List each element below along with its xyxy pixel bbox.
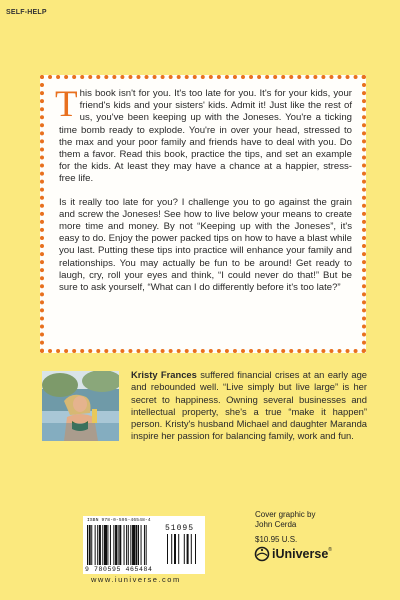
author-name: Kristy Frances <box>131 369 197 380</box>
registered-mark: ® <box>328 547 332 553</box>
publisher-logo <box>254 546 332 562</box>
cover-credit-line-1: Cover graphic by <box>255 510 316 519</box>
publisher-name <box>272 547 332 561</box>
author-bio <box>131 369 367 443</box>
author-photo <box>42 371 119 441</box>
barcode <box>83 516 205 574</box>
back-cover-blurb <box>40 75 366 353</box>
barcode-digits: 9 780595 465484 <box>85 566 153 573</box>
blurb-paragraph-2: Is it really too late for you? I challenge you to go against the grain and screw the Joneses! See how to live below your means to create more time and money. By not “Keeping up with the Joneses”, it's easy to do. Enjoy the power packed tips on how to have a blast while you last. Putting these tips into practice will enhance your family and relationships. You may actually be fun to be around! Get ready to laugh, cry, roll your eyes and think, “I could never do that!” But be sure to ask yourself, “What can I do differently before it's too late?” <box>59 196 352 294</box>
price-code: 51095 <box>165 524 195 533</box>
publisher-website[interactable]: www.iuniverse.com <box>91 575 181 584</box>
cover-credit-line-2: John Cerda <box>255 520 297 529</box>
author-photo-image <box>42 371 119 441</box>
blurb-paragraph-1-text: his book isn't for you. It's too late for you. It's for your kids, your friend's kids and your sisters' kids. Admit it! Just like the rest of us, you've been keeping up with the Joneses. You're a ticking time bomb ready to explode. You're in over your head, stressed to the max and your poor family and friends have to deal with you. Do them a favor. Read this book, practice the tips, and set an example for the kids. At least they may have a chance at a happier, stress-free life. <box>59 88 352 185</box>
isbn-label: ISBN 978-0-595-46548-4 <box>87 518 151 523</box>
price: $10.95 U.S. <box>255 535 298 544</box>
author-bio-text: suffered financial crises at an early age and rebounded well. “Live simply but live large” is her secret to happiness. Owning several businesses and intellectual property, she's a true “make it happen” person. Kristy's husband Michael and daughter Maranda inspire her passion for balancing family, work and fun. <box>131 369 367 442</box>
category-label: SELF-HELP <box>6 9 47 16</box>
cover-credit <box>255 510 315 530</box>
blurb-paragraph-1 <box>55 84 352 186</box>
drop-cap: T <box>55 84 78 125</box>
publisher-name-text: iUniverse <box>272 547 329 561</box>
iuniverse-logo-icon <box>254 546 270 562</box>
